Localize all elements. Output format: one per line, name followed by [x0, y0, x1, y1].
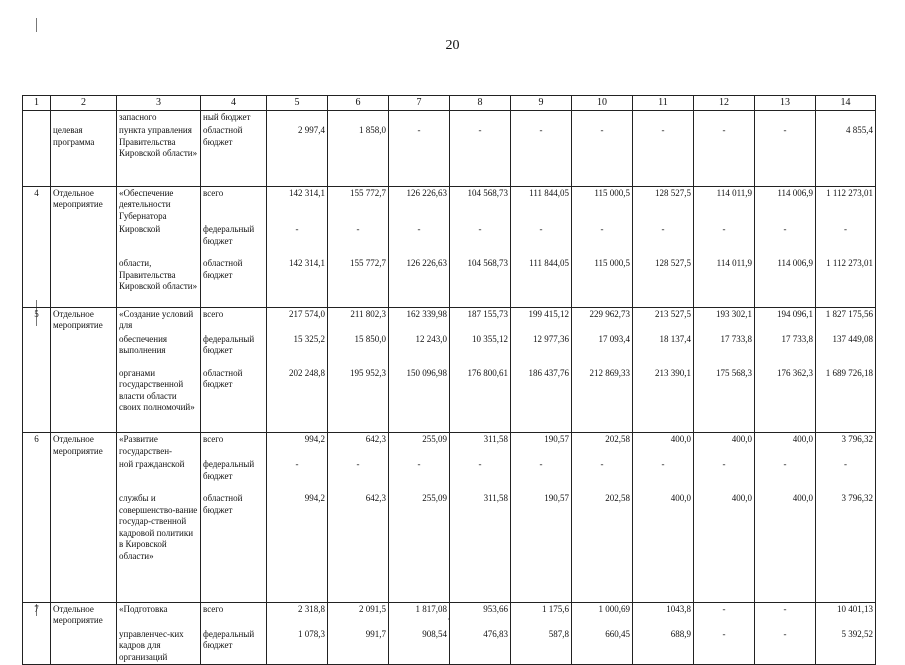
- amount-cell: 195 952,3: [328, 367, 389, 433]
- header-cell-13: 13: [755, 96, 816, 111]
- row-number-cell: [23, 367, 51, 433]
- event-type-cell: [51, 628, 117, 665]
- amount-cell: 1 078,3: [267, 628, 328, 665]
- amount-cell: 311,58: [450, 433, 511, 459]
- header-cell-14: 14: [816, 96, 876, 111]
- amount-cell: 142 314,1: [267, 186, 328, 223]
- event-name-cell: области, Правительства Кировской области»: [117, 257, 201, 307]
- amount-cell: -: [755, 602, 816, 628]
- amount-cell: -: [572, 223, 633, 257]
- amount-cell: -: [694, 602, 755, 628]
- amount-cell: -: [633, 223, 694, 257]
- event-type-cell: [51, 458, 117, 492]
- amount-cell: -: [450, 223, 511, 257]
- amount-cell: -: [755, 628, 816, 665]
- amount-cell: [694, 110, 755, 124]
- event-type-cell: Отдельное мероприятие: [51, 186, 117, 223]
- amount-cell: [633, 110, 694, 124]
- amount-cell: -: [755, 458, 816, 492]
- row-number-cell: [23, 223, 51, 257]
- amount-cell: 155 772,7: [328, 186, 389, 223]
- amount-cell: -: [450, 124, 511, 186]
- amount-cell: 3 796,32: [816, 492, 876, 602]
- table-row: [23, 602, 876, 628]
- amount-cell: 1 112 273,01: [816, 257, 876, 307]
- budget-source-cell: федеральный бюджет: [201, 333, 267, 367]
- table-row: [23, 186, 876, 223]
- amount-cell: 202,58: [572, 492, 633, 602]
- row-number-cell: [23, 458, 51, 492]
- event-type-cell: Отдельное мероприятие: [51, 307, 117, 333]
- amount-cell: 217 574,0: [267, 307, 328, 333]
- amount-cell: 17 733,8: [755, 333, 816, 367]
- amount-cell: 400,0: [755, 492, 816, 602]
- amount-cell: [755, 110, 816, 124]
- event-type-cell: [51, 367, 117, 433]
- row-number-cell: 6: [23, 433, 51, 459]
- amount-cell: 126 226,63: [389, 186, 450, 223]
- amount-cell: 142 314,1: [267, 257, 328, 307]
- row-number-cell: [23, 333, 51, 367]
- amount-cell: 114 011,9: [694, 257, 755, 307]
- event-name-cell: службы и совершенство-вание государ-ственной кадровой политики в Кировской области»: [117, 492, 201, 602]
- amount-cell: 400,0: [694, 433, 755, 459]
- amount-cell: 660,45: [572, 628, 633, 665]
- amount-cell: 190,57: [511, 492, 572, 602]
- amount-cell: 212 869,33: [572, 367, 633, 433]
- row-number-cell: [23, 492, 51, 602]
- header-cell-6: 6: [328, 96, 389, 111]
- budget-source-cell: всего: [201, 602, 267, 628]
- amount-cell: -: [633, 124, 694, 186]
- amount-cell: -: [694, 223, 755, 257]
- header-cell-8: 8: [450, 96, 511, 111]
- amount-cell: 104 568,73: [450, 186, 511, 223]
- amount-cell: 176 800,61: [450, 367, 511, 433]
- amount-cell: 12 977,36: [511, 333, 572, 367]
- amount-cell: 150 096,98: [389, 367, 450, 433]
- amount-cell: 991,7: [328, 628, 389, 665]
- amount-cell: 400,0: [694, 492, 755, 602]
- header-cell-2: 2: [51, 96, 117, 111]
- amount-cell: 114 006,9: [755, 186, 816, 223]
- event-name-cell: управленчес-ких кадров для организаций: [117, 628, 201, 665]
- amount-cell: 114 006,9: [755, 257, 816, 307]
- amount-cell: 311,58: [450, 492, 511, 602]
- budget-source-cell: областной бюджет: [201, 257, 267, 307]
- amount-cell: 213 390,1: [633, 367, 694, 433]
- amount-cell: 1 817,08: [389, 602, 450, 628]
- amount-cell: 12 243,0: [389, 333, 450, 367]
- table-row: [23, 433, 876, 459]
- budget-source-cell: всего: [201, 186, 267, 223]
- budget-source-cell: федеральный бюджет: [201, 223, 267, 257]
- event-name-cell: «Создание условий для: [117, 307, 201, 333]
- amount-cell: 114 011,9: [694, 186, 755, 223]
- budget-source-cell: всего: [201, 433, 267, 459]
- amount-cell: 202 248,8: [267, 367, 328, 433]
- page-number: 20: [445, 38, 460, 53]
- amount-cell: 128 527,5: [633, 257, 694, 307]
- amount-cell: 400,0: [755, 433, 816, 459]
- amount-cell: [511, 110, 572, 124]
- header-cell-4: 4: [201, 96, 267, 111]
- amount-cell: 400,0: [633, 492, 694, 602]
- table-header-row: [23, 96, 876, 111]
- amount-cell: 17 093,4: [572, 333, 633, 367]
- table-row: [23, 257, 876, 307]
- amount-cell: -: [328, 458, 389, 492]
- amount-cell: -: [572, 124, 633, 186]
- amount-cell: 187 155,73: [450, 307, 511, 333]
- table-row: [23, 367, 876, 433]
- row-number-cell: [23, 628, 51, 665]
- amount-cell: -: [389, 458, 450, 492]
- amount-cell: 1043,8: [633, 602, 694, 628]
- amount-cell: 3 796,32: [816, 433, 876, 459]
- budget-source-cell: областной бюджет: [201, 124, 267, 186]
- header-cell-1: 1: [23, 96, 51, 111]
- table-row: [23, 307, 876, 333]
- amount-cell: 175 568,3: [694, 367, 755, 433]
- amount-cell: [816, 110, 876, 124]
- amount-cell: 111 844,05: [511, 186, 572, 223]
- amount-cell: 104 568,73: [450, 257, 511, 307]
- event-type-cell: [51, 333, 117, 367]
- amount-cell: -: [389, 124, 450, 186]
- header-cell-9: 9: [511, 96, 572, 111]
- amount-cell: 155 772,7: [328, 257, 389, 307]
- amount-cell: 4 855,4: [816, 124, 876, 186]
- amount-cell: -: [572, 458, 633, 492]
- amount-cell: 2 318,8: [267, 602, 328, 628]
- table-row: [23, 628, 876, 665]
- amount-cell: 400,0: [633, 433, 694, 459]
- amount-cell: -: [816, 223, 876, 257]
- amount-cell: 1 000,69: [572, 602, 633, 628]
- amount-cell: -: [694, 628, 755, 665]
- amount-cell: -: [633, 458, 694, 492]
- event-type-cell: [51, 257, 117, 307]
- row-number-cell: 7: [23, 602, 51, 628]
- amount-cell: 994,2: [267, 492, 328, 602]
- header-cell-5: 5: [267, 96, 328, 111]
- budget-source-cell: федеральный бюджет: [201, 628, 267, 665]
- amount-cell: 587,8: [511, 628, 572, 665]
- row-number-cell: 5: [23, 307, 51, 333]
- amount-cell: 17 733,8: [694, 333, 755, 367]
- amount-cell: -: [450, 458, 511, 492]
- amount-cell: 190,57: [511, 433, 572, 459]
- amount-cell: -: [328, 223, 389, 257]
- event-name-cell: обеспечения выполнения: [117, 333, 201, 367]
- amount-cell: 2 091,5: [328, 602, 389, 628]
- amount-cell: 15 325,2: [267, 333, 328, 367]
- amount-cell: -: [755, 124, 816, 186]
- scan-mark-top: [36, 18, 37, 32]
- event-name-cell: Кировской: [117, 223, 201, 257]
- amount-cell: -: [816, 458, 876, 492]
- header-cell-10: 10: [572, 96, 633, 111]
- row-number-cell: [23, 257, 51, 307]
- event-type-cell: целевая программа: [51, 124, 117, 186]
- amount-cell: 115 000,5: [572, 186, 633, 223]
- amount-cell: -: [511, 223, 572, 257]
- amount-cell: 5 392,52: [816, 628, 876, 665]
- amount-cell: 199 415,12: [511, 307, 572, 333]
- amount-cell: 162 339,98: [389, 307, 450, 333]
- table-row: [23, 458, 876, 492]
- amount-cell: 18 137,4: [633, 333, 694, 367]
- amount-cell: 126 226,63: [389, 257, 450, 307]
- amount-cell: 255,09: [389, 492, 450, 602]
- amount-cell: 186 437,76: [511, 367, 572, 433]
- event-name-cell: ной гражданской: [117, 458, 201, 492]
- amount-cell: 115 000,5: [572, 257, 633, 307]
- event-type-cell: [51, 492, 117, 602]
- amount-cell: 1 689 726,18: [816, 367, 876, 433]
- amount-cell: 128 527,5: [633, 186, 694, 223]
- event-name-cell: запасного: [117, 110, 201, 124]
- table-row: [23, 333, 876, 367]
- amount-cell: 202,58: [572, 433, 633, 459]
- amount-cell: 10 355,12: [450, 333, 511, 367]
- amount-cell: [328, 110, 389, 124]
- amount-cell: 908,54: [389, 628, 450, 665]
- amount-cell: 255,09: [389, 433, 450, 459]
- row-number-cell: [23, 124, 51, 186]
- budget-table: [22, 95, 876, 665]
- amount-cell: -: [389, 223, 450, 257]
- table-row: [23, 110, 876, 124]
- amount-cell: [389, 110, 450, 124]
- amount-cell: 194 096,1: [755, 307, 816, 333]
- amount-cell: -: [267, 223, 328, 257]
- row-number-cell: 4: [23, 186, 51, 223]
- table-row: [23, 223, 876, 257]
- amount-cell: 15 850,0: [328, 333, 389, 367]
- amount-cell: 642,3: [328, 492, 389, 602]
- amount-cell: -: [267, 458, 328, 492]
- event-name-cell: «Развитие государствен-: [117, 433, 201, 459]
- amount-cell: [267, 110, 328, 124]
- header-cell-11: 11: [633, 96, 694, 111]
- budget-source-cell: федеральный бюджет: [201, 458, 267, 492]
- amount-cell: 10 401,13: [816, 602, 876, 628]
- amount-cell: 994,2: [267, 433, 328, 459]
- amount-cell: -: [694, 458, 755, 492]
- amount-cell: 137 449,08: [816, 333, 876, 367]
- amount-cell: 2 997,4: [267, 124, 328, 186]
- amount-cell: 213 527,5: [633, 307, 694, 333]
- amount-cell: -: [511, 124, 572, 186]
- amount-cell: 193 302,1: [694, 307, 755, 333]
- event-type-cell: [51, 110, 117, 124]
- amount-cell: 688,9: [633, 628, 694, 665]
- budget-source-cell: областной бюджет: [201, 492, 267, 602]
- event-type-cell: Отдельное мероприятие: [51, 602, 117, 628]
- event-name-cell: «Подготовка: [117, 602, 201, 628]
- event-type-cell: [51, 223, 117, 257]
- amount-cell: 953,66: [450, 602, 511, 628]
- amount-cell: -: [694, 124, 755, 186]
- amount-cell: 1 858,0: [328, 124, 389, 186]
- event-name-cell: органами государственной власти области своих полномочий»: [117, 367, 201, 433]
- table-row: [23, 124, 876, 186]
- budget-source-cell: областной бюджет: [201, 367, 267, 433]
- budget-source-cell: всего: [201, 307, 267, 333]
- amount-cell: 211 802,3: [328, 307, 389, 333]
- event-type-cell: Отдельное мероприятие: [51, 433, 117, 459]
- amount-cell: 176 362,3: [755, 367, 816, 433]
- header-cell-3: 3: [117, 96, 201, 111]
- amount-cell: 642,3: [328, 433, 389, 459]
- amount-cell: 111 844,05: [511, 257, 572, 307]
- amount-cell: 476,83: [450, 628, 511, 665]
- amount-cell: 229 962,73: [572, 307, 633, 333]
- amount-cell: -: [511, 458, 572, 492]
- amount-cell: -: [755, 223, 816, 257]
- amount-cell: 1 175,6: [511, 602, 572, 628]
- row-number-cell: [23, 110, 51, 124]
- amount-cell: [450, 110, 511, 124]
- header-cell-7: 7: [389, 96, 450, 111]
- event-name-cell: «Обеспечение деятельности Губернатора: [117, 186, 201, 223]
- event-name-cell: пункта управления Правительства Кировской области»: [117, 124, 201, 186]
- amount-cell: 1 827 175,56: [816, 307, 876, 333]
- amount-cell: [572, 110, 633, 124]
- table-row: [23, 492, 876, 602]
- header-cell-12: 12: [694, 96, 755, 111]
- budget-source-cell: ный бюджет: [201, 110, 267, 124]
- amount-cell: 1 112 273,01: [816, 186, 876, 223]
